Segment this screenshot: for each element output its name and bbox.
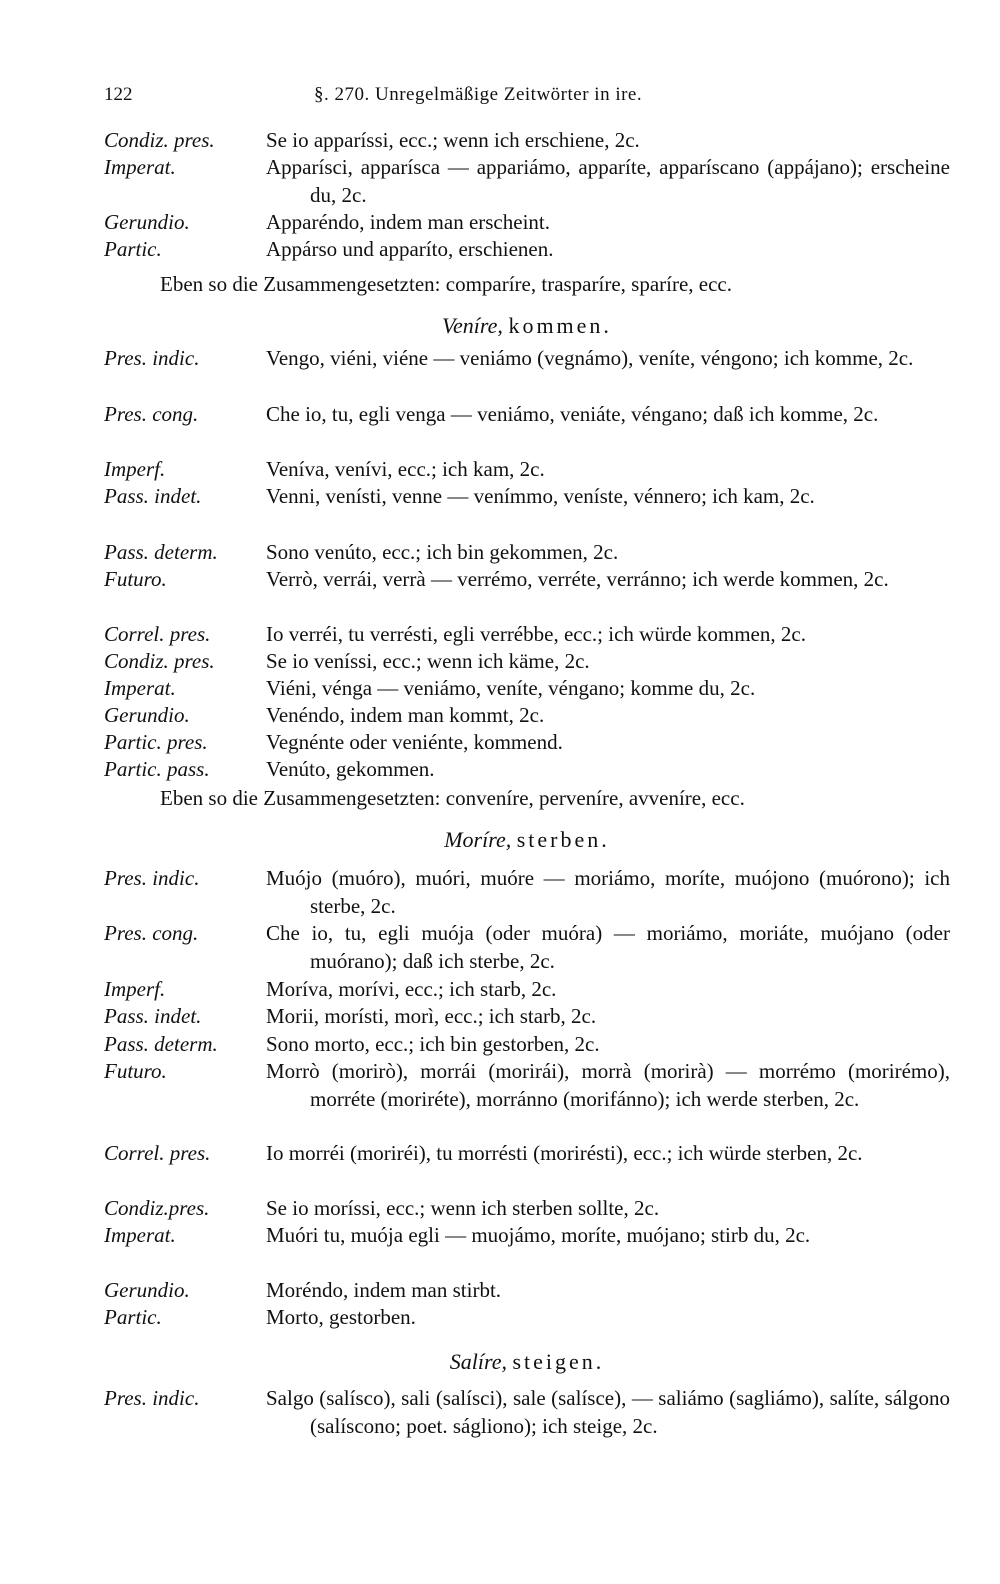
tense-label: Correl. pres. bbox=[104, 622, 211, 646]
conjugation-text: Morrò (morirò), morrái (morirái), morrà (morirà) — morrémo (morirémo), morréte (moriréte), morránno (morifánno); ich werde sterben, 2c. bbox=[266, 1059, 950, 1111]
tense-label: Condiz. pres. bbox=[104, 128, 215, 152]
tense-label: Condiz.pres. bbox=[104, 1196, 210, 1220]
conjugation-row bbox=[104, 1057, 950, 1113]
tense-label: Condiz. pres. bbox=[104, 649, 215, 673]
tense-label: Gerundio. bbox=[104, 1278, 190, 1302]
conjugation-row bbox=[104, 1221, 950, 1249]
conjugation-text: Apparísci, apparísca — appariámo, apparíte, apparíscano (appájano); erscheine du, 2c. bbox=[266, 155, 950, 207]
page-number: 122 bbox=[104, 84, 133, 105]
verb-heading bbox=[104, 312, 950, 340]
conjugation-row bbox=[104, 235, 950, 263]
conjugation-row bbox=[104, 674, 950, 702]
tense-label: Partic. pass. bbox=[104, 757, 210, 781]
conjugation-text: Apparéndo, indem man erscheint. bbox=[266, 210, 550, 234]
conjugation-row bbox=[104, 1276, 950, 1304]
verb-heading bbox=[104, 1348, 950, 1376]
conjugation-row bbox=[104, 482, 950, 510]
page-header bbox=[104, 84, 904, 108]
tense-label: Pres. cong. bbox=[104, 402, 199, 426]
conjugation-row bbox=[104, 728, 950, 756]
compounds-note: Eben so die Zusammengesetzten: conveníre, perveníre, avveníre, ecc. bbox=[160, 786, 745, 810]
conjugation-text: Veníva, venívi, ecc.; ich kam, 2c. bbox=[266, 457, 545, 481]
conjugation-text: Sono morto, ecc.; ich bin gestorben, 2c. bbox=[266, 1032, 600, 1056]
tense-label: Pass. indet. bbox=[104, 1004, 202, 1028]
conjugation-text: Vegnénte oder veniénte, kommend. bbox=[266, 730, 563, 754]
conjugation-row bbox=[104, 647, 950, 675]
conjugation-text: Che io, tu, egli muója (oder muóra) — moriámo, moriáte, muójano (oder muórano); daß ich sterbe, 2c. bbox=[266, 921, 950, 973]
verb-heading-italian: Moríre, bbox=[444, 827, 512, 852]
conjugation-text: Appárso und apparíto, erschienen. bbox=[266, 237, 554, 261]
conjugation-text: Se io veníssi, ecc.; wenn ich käme, 2c. bbox=[266, 649, 590, 673]
tense-label: Gerundio. bbox=[104, 703, 190, 727]
conjugation-text: Morto, gestorben. bbox=[266, 1305, 416, 1329]
tense-label: Pres. indic. bbox=[104, 866, 200, 890]
tense-label: Pres. cong. bbox=[104, 921, 199, 945]
conjugation-text: Venúto, gekommen. bbox=[266, 757, 435, 781]
conjugation-text: Salgo (salísco), sali (salísci), sale (salísce), — saliámo (sagliámo), salíte, sálgono (salíscono; poet. ságliono); ich steige, 2c. bbox=[266, 1386, 950, 1438]
conjugation-text: Se io moríssi, ecc.; wenn ich sterben sollte, 2c. bbox=[266, 1196, 660, 1220]
conjugation-text: Venéndo, indem man kommt, 2c. bbox=[266, 703, 545, 727]
conjugation-row bbox=[104, 919, 950, 975]
tense-label: Imperat. bbox=[104, 155, 176, 179]
tense-label: Futuro. bbox=[104, 1059, 167, 1083]
conjugation-row bbox=[104, 975, 950, 1003]
tense-label: Partic. bbox=[104, 237, 162, 261]
conjugation-row bbox=[104, 864, 950, 920]
conjugation-text: Io verréi, tu verrésti, egli verrébbe, ecc.; ich würde kommen, 2c. bbox=[266, 622, 806, 646]
conjugation-row bbox=[104, 1030, 950, 1058]
conjugation-row bbox=[104, 126, 950, 154]
conjugation-text: Muójo (muóro), muóri, muóre — moriámo, moríte, muójono (muórono); ich sterbe, 2c. bbox=[266, 866, 950, 918]
tense-label: Imperat. bbox=[104, 1223, 176, 1247]
verb-heading-gloss: sterben. bbox=[516, 827, 610, 852]
tense-label: Pres. indic. bbox=[104, 346, 200, 370]
conjugation-text: Venni, venísti, venne — venímmo, veníste, vénnero; ich kam, 2c. bbox=[266, 484, 815, 508]
tense-label: Imperat. bbox=[104, 676, 176, 700]
tense-label: Correl. pres. bbox=[104, 1141, 211, 1165]
verb-heading-italian: Veníre, bbox=[442, 313, 503, 338]
conjugation-text: Verrò, verrái, verrà — verrémo, verréte, verránno; ich werde kommen, 2c. bbox=[266, 567, 889, 591]
conjugation-row bbox=[104, 400, 950, 428]
tense-label: Pass. indet. bbox=[104, 484, 202, 508]
tense-label: Imperf. bbox=[104, 977, 166, 1001]
conjugation-row bbox=[104, 153, 950, 209]
conjugation-row bbox=[104, 1303, 950, 1331]
conjugation-row bbox=[104, 538, 950, 566]
conjugation-text: Viéni, vénga — veniámo, veníte, véngano; komme du, 2c. bbox=[266, 676, 756, 700]
tense-label: Pres. indic. bbox=[104, 1386, 200, 1410]
conjugation-row bbox=[104, 1194, 950, 1222]
conjugation-row bbox=[104, 1002, 950, 1030]
conjugation-row bbox=[104, 620, 950, 648]
conjugation-text: Se io apparíssi, ecc.; wenn ich erschiene, 2c. bbox=[266, 128, 640, 152]
tense-label: Partic. bbox=[104, 1305, 162, 1329]
conjugation-text: Io morréi (moriréi), tu morrésti (morirésti), ecc.; ich würde sterben, 2c. bbox=[266, 1141, 863, 1165]
conjugation-text: Che io, tu, egli venga — veniámo, veniáte, véngano; daß ich komme, 2c. bbox=[266, 402, 879, 426]
conjugation-row bbox=[104, 1139, 950, 1167]
verb-heading-gloss: steigen. bbox=[512, 1349, 605, 1374]
conjugation-row bbox=[104, 1384, 950, 1440]
running-head: §. 270. Unregelmäßige Zeitwörter in ire. bbox=[314, 84, 643, 105]
conjugation-text: Moréndo, indem man stirbt. bbox=[266, 1278, 502, 1302]
conjugation-text: Vengo, viéni, viéne — veniámo (vegnámo), veníte, véngono; ich komme, 2c. bbox=[266, 346, 914, 370]
tense-label: Partic. pres. bbox=[104, 730, 208, 754]
conjugation-text: Moríva, morívi, ecc.; ich starb, 2c. bbox=[266, 977, 557, 1001]
conjugation-row bbox=[104, 208, 950, 236]
conjugation-row bbox=[104, 701, 950, 729]
tense-label: Imperf. bbox=[104, 457, 166, 481]
conjugation-row bbox=[104, 565, 950, 593]
conjugation-row bbox=[104, 755, 950, 783]
conjugation-text: Sono venúto, ecc.; ich bin gekommen, 2c. bbox=[266, 540, 619, 564]
verb-heading-gloss: kommen. bbox=[508, 313, 612, 338]
tense-label: Pass. determ. bbox=[104, 1032, 218, 1056]
conjugation-row bbox=[104, 455, 950, 483]
compounds-note: Eben so die Zusammengesetzten: comparíre, trasparíre, sparíre, ecc. bbox=[160, 272, 732, 296]
verb-heading-italian: Salíre, bbox=[449, 1349, 507, 1374]
tense-label: Pass. determ. bbox=[104, 540, 218, 564]
tense-label: Gerundio. bbox=[104, 210, 190, 234]
conjugation-text: Muóri tu, muója egli — muojámo, moríte, muójano; stirb du, 2c. bbox=[266, 1223, 811, 1247]
conjugation-text: Morii, morísti, morì, ecc.; ich starb, 2c. bbox=[266, 1004, 597, 1028]
verb-heading bbox=[104, 826, 950, 854]
conjugation-row bbox=[104, 344, 950, 372]
tense-label: Futuro. bbox=[104, 567, 167, 591]
